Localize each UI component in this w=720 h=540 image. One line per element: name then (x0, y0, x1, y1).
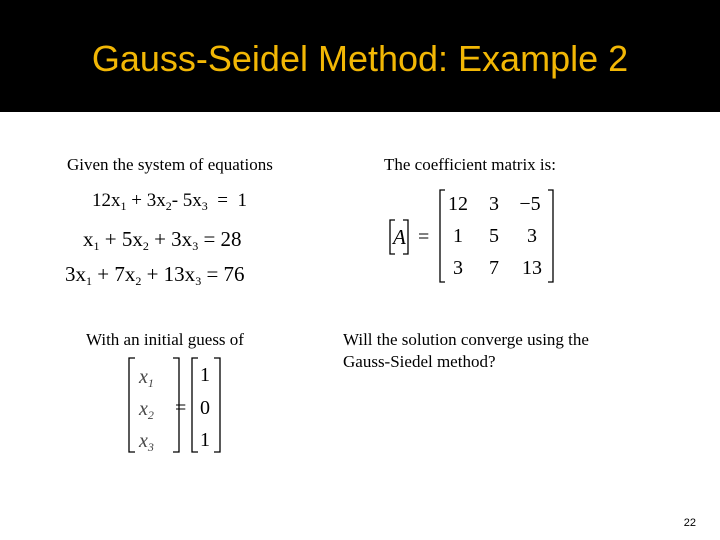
matrix-cell-2-1: 1 (453, 225, 463, 247)
equation-1 (92, 188, 247, 219)
eq1-term3: - 5x (171, 190, 202, 211)
equation-2 (83, 226, 242, 259)
guess-var-1: $x_1$ (139, 366, 154, 390)
slide-title: Gauss-Seidel Method: Example 2 (91, 38, 629, 79)
matrix-cell-3-3: 13 (522, 257, 542, 279)
guess-left-bracket-pair (126, 356, 182, 454)
page-number: 22 (683, 517, 696, 529)
eq2-term3: + 3x (148, 227, 193, 251)
matrix-cell-3-1: 3 (453, 257, 463, 279)
eq1-term1: 12x (92, 190, 121, 211)
eq3-sub1: 1 (86, 274, 92, 288)
eq2-sub2: 2 (142, 239, 149, 253)
eq3-term1: 3x (65, 262, 86, 286)
eq1-sub2: 2 (165, 199, 172, 213)
eq1-sub1: 1 (120, 199, 127, 213)
eq3-sub2: 2 (135, 274, 142, 288)
eq2-term2: + 5x (99, 227, 143, 251)
eq1-term2: + 3x (126, 190, 166, 211)
eq3-rhs: = 76 (201, 262, 245, 286)
equation-3 (65, 261, 245, 294)
matrix-name: A (393, 225, 406, 249)
eq2-sub1: 1 (93, 239, 100, 253)
matrix-cell-2-3: 3 (527, 225, 537, 247)
eq1-rhs: = 1 (207, 190, 248, 211)
matrix-cell-2-2: 5 (489, 225, 499, 247)
matrix-cell-1-3: −5 (519, 193, 541, 215)
coefficient-matrix-label: The coefficient matrix is: (384, 155, 556, 174)
eq3-term2: + 7x (92, 262, 136, 286)
eq2-term1: x (83, 227, 94, 251)
guess-var-2: $x_2$ (139, 398, 154, 422)
guess-value-2: 0 (200, 397, 210, 419)
matrix-cell-1-1: 12 (448, 193, 468, 215)
eq3-term3: + 13x (141, 262, 196, 286)
guess-value-1: 1 (200, 364, 210, 386)
eq1-sub3: 3 (201, 199, 208, 213)
matrix-cell-3-2: 7 (489, 257, 499, 279)
guess-var-3: $x_3$ (139, 430, 154, 454)
convergence-question-line-2: Gauss-Siedel method? (343, 352, 496, 371)
guess-value-3: 1 (200, 429, 210, 451)
matrix-equals: = (418, 226, 430, 248)
guess-equals: = (175, 397, 187, 419)
convergence-question-line-1: Will the solution converge using the (343, 330, 589, 349)
eq2-sub3: 3 (192, 239, 199, 253)
initial-guess-label: With an initial guess of (86, 330, 244, 349)
title-bar (0, 0, 720, 112)
matrix-cell-1-2: 3 (489, 193, 499, 215)
given-system-label: Given the system of equations (67, 155, 273, 174)
eq2-rhs: = 28 (198, 227, 242, 251)
eq3-sub3: 3 (195, 274, 202, 288)
